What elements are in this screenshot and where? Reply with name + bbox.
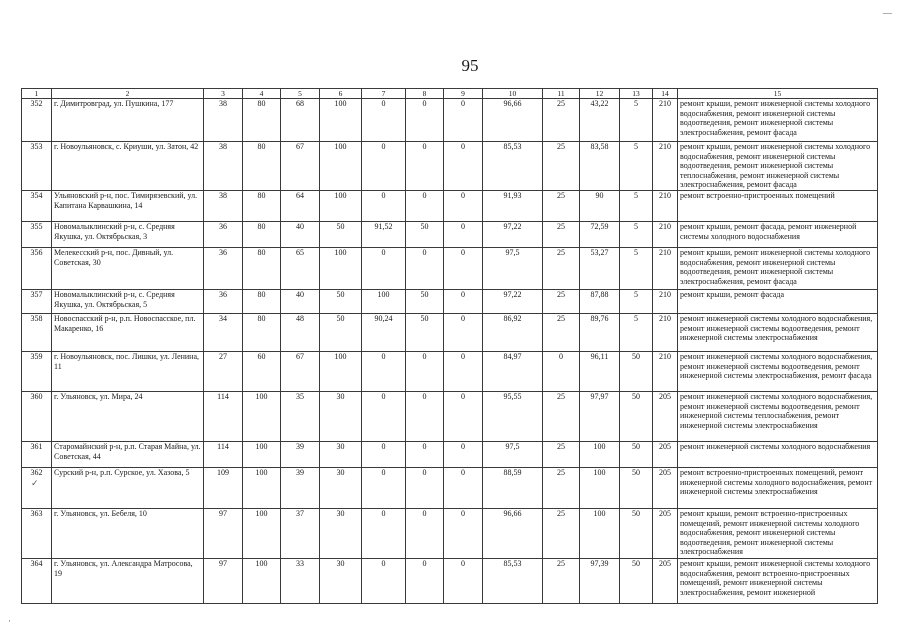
margin-mark: · <box>8 616 11 626</box>
value-cell-c7: 0 <box>362 99 406 142</box>
value-cell-c6: 100 <box>320 142 362 191</box>
address-cell: Новомалыклинский р-н, с. Средняя Якушка, ул. Октябрьская, 3 <box>52 221 204 247</box>
address-cell: Сурский р-н, р.п. Сурское, ул. Хазова, 5 <box>52 467 204 508</box>
works-cell: ремонт крыши, ремонт инженерной системы холодного водоснабжения, ремонт встроенно-пристроенных помещений, ремонт инженерной системы электроснабжения, ремонт инженерной <box>678 558 878 603</box>
row-number-cell: 360 <box>22 391 52 441</box>
value-cell-c3: 34 <box>204 313 243 351</box>
value-cell-c14: 210 <box>653 190 678 221</box>
value-cell-c7: 0 <box>362 441 406 467</box>
value-cell-c3: 97 <box>204 558 243 603</box>
address-cell: г. Новоульяновск, пос. Лишки, ул. Ленина, 11 <box>52 351 204 391</box>
value-cell-c13: 5 <box>620 313 653 351</box>
value-cell-c6: 100 <box>320 247 362 289</box>
value-cell-c5: 37 <box>281 508 320 558</box>
works-cell: ремонт встроенно-пристроенных помещений <box>678 190 878 221</box>
address-cell: Старомайнский р-н, р.п. Старая Майна, ул. Советская, 44 <box>52 441 204 467</box>
value-cell-c8: 0 <box>406 558 444 603</box>
value-cell-c13: 5 <box>620 190 653 221</box>
value-cell-c7: 0 <box>362 247 406 289</box>
value-cell-c8: 0 <box>406 99 444 142</box>
value-cell-c11: 25 <box>543 313 580 351</box>
value-cell-c5: 67 <box>281 351 320 391</box>
value-cell-c9: 0 <box>444 441 483 467</box>
value-cell-c13: 50 <box>620 508 653 558</box>
value-cell-c13: 5 <box>620 99 653 142</box>
value-cell-c8: 0 <box>406 247 444 289</box>
value-cell-c11: 25 <box>543 142 580 191</box>
value-cell-c9: 0 <box>444 351 483 391</box>
value-cell-c14: 210 <box>653 351 678 391</box>
value-cell-c9: 0 <box>444 558 483 603</box>
value-cell-c9: 0 <box>444 99 483 142</box>
works-cell: ремонт крыши, ремонт инженерной системы холодного водоснабжения, ремонт инженерной системы водоотведения, ремонт инженерной системы теплоснабжения, ремонт инженерной системы электроснабжения, ремонт фасада <box>678 142 878 191</box>
value-cell-c7: 0 <box>362 351 406 391</box>
address-cell: Мелекесский р-н, пос. Дивный, ул. Советская, 30 <box>52 247 204 289</box>
address-cell: г. Новоульяновск, с. Криуши, ул. Затон, 42 <box>52 142 204 191</box>
tick-mark: ✓ <box>31 478 39 488</box>
value-cell-c4: 80 <box>243 190 281 221</box>
value-cell-c7: 0 <box>362 391 406 441</box>
value-cell-c10: 85,53 <box>483 142 543 191</box>
data-table <box>21 88 878 604</box>
row-number-cell: 361 <box>22 441 52 467</box>
value-cell-c10: 96,66 <box>483 99 543 142</box>
value-cell-c6: 30 <box>320 508 362 558</box>
value-cell-c10: 91,93 <box>483 190 543 221</box>
value-cell-c3: 36 <box>204 221 243 247</box>
value-cell-c12: 100 <box>580 467 620 508</box>
value-cell-c4: 60 <box>243 351 281 391</box>
table-row <box>22 289 878 313</box>
value-cell-c6: 30 <box>320 391 362 441</box>
column-header-7: 7 <box>362 89 406 99</box>
value-cell-c7: 0 <box>362 142 406 191</box>
value-cell-c3: 27 <box>204 351 243 391</box>
row-number-cell: 352 <box>22 99 52 142</box>
value-cell-c5: 68 <box>281 99 320 142</box>
value-cell-c6: 100 <box>320 99 362 142</box>
table-row <box>22 313 878 351</box>
value-cell-c9: 0 <box>444 508 483 558</box>
value-cell-c4: 100 <box>243 467 281 508</box>
value-cell-c11: 25 <box>543 558 580 603</box>
table-row <box>22 190 878 221</box>
value-cell-c10: 97,22 <box>483 221 543 247</box>
value-cell-c10: 97,22 <box>483 289 543 313</box>
value-cell-c9: 0 <box>444 142 483 191</box>
value-cell-c12: 87,88 <box>580 289 620 313</box>
value-cell-c12: 100 <box>580 508 620 558</box>
value-cell-c4: 100 <box>243 558 281 603</box>
value-cell-c5: 64 <box>281 190 320 221</box>
table-row <box>22 247 878 289</box>
row-number-cell: 358 <box>22 313 52 351</box>
value-cell-c13: 50 <box>620 558 653 603</box>
value-cell-c4: 80 <box>243 99 281 142</box>
address-cell: г. Ульяновск, ул. Александра Матросова, 19 <box>52 558 204 603</box>
value-cell-c6: 30 <box>320 441 362 467</box>
value-cell-c6: 100 <box>320 351 362 391</box>
table-row <box>22 508 878 558</box>
table-header-row <box>22 89 878 99</box>
value-cell-c3: 38 <box>204 142 243 191</box>
table-row <box>22 351 878 391</box>
row-number-cell: 354 <box>22 190 52 221</box>
value-cell-c3: 114 <box>204 441 243 467</box>
value-cell-c12: 83,58 <box>580 142 620 191</box>
value-cell-c14: 205 <box>653 441 678 467</box>
value-cell-c12: 100 <box>580 441 620 467</box>
value-cell-c7: 91,52 <box>362 221 406 247</box>
value-cell-c3: 38 <box>204 99 243 142</box>
works-cell: ремонт инженерной системы холодного водоснабжения, ремонт инженерной системы водоотведения, ремонт инженерной системы теплоснабжения, ремонт инженерной системы электроснабжения <box>678 391 878 441</box>
column-header-5: 5 <box>281 89 320 99</box>
value-cell-c7: 0 <box>362 558 406 603</box>
works-cell: ремонт инженерной системы холодного водоснабжения, ремонт инженерной системы водоотведения, ремонт инженерной системы электроснабжения, ремонт фасада <box>678 351 878 391</box>
value-cell-c5: 48 <box>281 313 320 351</box>
value-cell-c13: 50 <box>620 467 653 508</box>
value-cell-c5: 39 <box>281 441 320 467</box>
row-number-cell: 355 <box>22 221 52 247</box>
address-cell: Ульяновский р-н, пос. Тимирязевский, ул. Капитана Карвашкина, 14 <box>52 190 204 221</box>
works-cell: ремонт встроенно-пристроенных помещений, ремонт инженерной системы холодного водоснабжения, ремонт инженерной системы электроснабжения <box>678 467 878 508</box>
value-cell-c12: 53,27 <box>580 247 620 289</box>
value-cell-c9: 0 <box>444 313 483 351</box>
value-cell-c6: 30 <box>320 467 362 508</box>
value-cell-c8: 0 <box>406 351 444 391</box>
value-cell-c13: 50 <box>620 391 653 441</box>
value-cell-c14: 210 <box>653 247 678 289</box>
value-cell-c12: 96,11 <box>580 351 620 391</box>
value-cell-c5: 40 <box>281 221 320 247</box>
value-cell-c5: 39 <box>281 467 320 508</box>
table-row <box>22 142 878 191</box>
column-header-2: 2 <box>52 89 204 99</box>
value-cell-c10: 86,92 <box>483 313 543 351</box>
value-cell-c3: 109 <box>204 467 243 508</box>
value-cell-c3: 97 <box>204 508 243 558</box>
column-header-4: 4 <box>243 89 281 99</box>
value-cell-c5: 65 <box>281 247 320 289</box>
value-cell-c8: 50 <box>406 289 444 313</box>
column-header-9: 9 <box>444 89 483 99</box>
value-cell-c4: 80 <box>243 313 281 351</box>
value-cell-c8: 0 <box>406 142 444 191</box>
value-cell-c11: 25 <box>543 391 580 441</box>
table-row <box>22 441 878 467</box>
value-cell-c10: 84,97 <box>483 351 543 391</box>
value-cell-c14: 205 <box>653 391 678 441</box>
value-cell-c14: 210 <box>653 289 678 313</box>
value-cell-c12: 89,76 <box>580 313 620 351</box>
row-number-cell: 363 <box>22 508 52 558</box>
value-cell-c4: 100 <box>243 441 281 467</box>
value-cell-c7: 0 <box>362 508 406 558</box>
value-cell-c9: 0 <box>444 190 483 221</box>
value-cell-c4: 100 <box>243 391 281 441</box>
value-cell-c6: 100 <box>320 190 362 221</box>
value-cell-c11: 25 <box>543 289 580 313</box>
value-cell-c7: 0 <box>362 190 406 221</box>
value-cell-c14: 210 <box>653 221 678 247</box>
value-cell-c7: 100 <box>362 289 406 313</box>
value-cell-c11: 25 <box>543 508 580 558</box>
row-number-cell: 356 <box>22 247 52 289</box>
works-cell: ремонт инженерной системы холодного водоснабжения <box>678 441 878 467</box>
value-cell-c6: 50 <box>320 221 362 247</box>
value-cell-c10: 85,53 <box>483 558 543 603</box>
works-cell: ремонт крыши, ремонт фасада <box>678 289 878 313</box>
value-cell-c8: 50 <box>406 313 444 351</box>
value-cell-c5: 33 <box>281 558 320 603</box>
value-cell-c4: 80 <box>243 142 281 191</box>
column-header-13: 13 <box>620 89 653 99</box>
value-cell-c13: 5 <box>620 221 653 247</box>
value-cell-c10: 96,66 <box>483 508 543 558</box>
value-cell-c4: 100 <box>243 508 281 558</box>
value-cell-c10: 97,5 <box>483 441 543 467</box>
value-cell-c6: 50 <box>320 313 362 351</box>
value-cell-c5: 35 <box>281 391 320 441</box>
value-cell-c5: 40 <box>281 289 320 313</box>
value-cell-c3: 38 <box>204 190 243 221</box>
address-cell: Новоспасский р-н, р.п. Новоспасское, пл. Макаренко, 16 <box>52 313 204 351</box>
column-header-15: 15 <box>678 89 878 99</box>
value-cell-c10: 97,5 <box>483 247 543 289</box>
value-cell-c6: 50 <box>320 289 362 313</box>
value-cell-c4: 80 <box>243 221 281 247</box>
value-cell-c3: 36 <box>204 289 243 313</box>
column-header-10: 10 <box>483 89 543 99</box>
value-cell-c10: 88,59 <box>483 467 543 508</box>
column-header-12: 12 <box>580 89 620 99</box>
works-cell: ремонт крыши, ремонт инженерной системы холодного водоснабжения, ремонт инженерной системы водоотведения, ремонт инженерной системы электроснабжения, ремонт фасада <box>678 99 878 142</box>
value-cell-c13: 5 <box>620 289 653 313</box>
column-header-11: 11 <box>543 89 580 99</box>
value-cell-c6: 30 <box>320 558 362 603</box>
value-cell-c12: 43,22 <box>580 99 620 142</box>
column-header-14: 14 <box>653 89 678 99</box>
address-cell: Новомалыклинский р-н, с. Средняя Якушка, ул. Октябрьская, 5 <box>52 289 204 313</box>
column-header-6: 6 <box>320 89 362 99</box>
value-cell-c3: 36 <box>204 247 243 289</box>
table-row <box>22 99 878 142</box>
table-row <box>22 467 878 508</box>
value-cell-c13: 50 <box>620 441 653 467</box>
value-cell-c3: 114 <box>204 391 243 441</box>
value-cell-c9: 0 <box>444 221 483 247</box>
table-row <box>22 221 878 247</box>
value-cell-c12: 97,39 <box>580 558 620 603</box>
value-cell-c13: 50 <box>620 351 653 391</box>
value-cell-c8: 0 <box>406 190 444 221</box>
row-number-cell: 362 <box>22 467 52 508</box>
table-row <box>22 391 878 441</box>
row-number-cell: 364 <box>22 558 52 603</box>
value-cell-c14: 210 <box>653 99 678 142</box>
row-number-cell: 359 <box>22 351 52 391</box>
value-cell-c11: 25 <box>543 441 580 467</box>
value-cell-c11: 0 <box>543 351 580 391</box>
value-cell-c9: 0 <box>444 391 483 441</box>
value-cell-c7: 0 <box>362 467 406 508</box>
page-number: 95 <box>461 56 479 75</box>
value-cell-c8: 0 <box>406 467 444 508</box>
value-cell-c14: 205 <box>653 467 678 508</box>
table-row <box>22 558 878 603</box>
works-cell: ремонт крыши, ремонт встроенно-пристроенных помещений, ремонт инженерной системы холодного водоснабжения, ремонт инженерной системы водоотведения, ремонт инженерной системы электроснабжения <box>678 508 878 558</box>
value-cell-c12: 97,97 <box>580 391 620 441</box>
corner-mark: — <box>883 8 892 18</box>
value-cell-c11: 25 <box>543 221 580 247</box>
value-cell-c11: 25 <box>543 247 580 289</box>
value-cell-c8: 0 <box>406 391 444 441</box>
value-cell-c12: 90 <box>580 190 620 221</box>
value-cell-c9: 0 <box>444 467 483 508</box>
value-cell-c11: 25 <box>543 99 580 142</box>
value-cell-c4: 80 <box>243 247 281 289</box>
value-cell-c4: 80 <box>243 289 281 313</box>
value-cell-c14: 205 <box>653 558 678 603</box>
works-cell: ремонт крыши, ремонт инженерной системы холодного водоснабжения, ремонт инженерной системы водоотведения, ремонт инженерной системы электроснабжения, ремонт фасада <box>678 247 878 289</box>
column-header-8: 8 <box>406 89 444 99</box>
value-cell-c8: 0 <box>406 508 444 558</box>
column-header-1: 1 <box>22 89 52 99</box>
value-cell-c14: 210 <box>653 142 678 191</box>
value-cell-c9: 0 <box>444 289 483 313</box>
value-cell-c12: 72,59 <box>580 221 620 247</box>
value-cell-c13: 5 <box>620 142 653 191</box>
value-cell-c7: 90,24 <box>362 313 406 351</box>
value-cell-c11: 25 <box>543 190 580 221</box>
address-cell: г. Димитровград, ул. Пушкина, 177 <box>52 99 204 142</box>
address-cell: г. Ульяновск, ул. Мира, 24 <box>52 391 204 441</box>
value-cell-c8: 50 <box>406 221 444 247</box>
column-header-3: 3 <box>204 89 243 99</box>
row-number-cell: 353 <box>22 142 52 191</box>
value-cell-c8: 0 <box>406 441 444 467</box>
value-cell-c9: 0 <box>444 247 483 289</box>
value-cell-c5: 67 <box>281 142 320 191</box>
row-number-cell: 357 <box>22 289 52 313</box>
value-cell-c14: 210 <box>653 313 678 351</box>
works-cell: ремонт крыши, ремонт фасада, ремонт инженерной системы холодного водоснабжения <box>678 221 878 247</box>
works-cell: ремонт инженерной системы холодного водоснабжения, ремонт инженерной системы водоотведения, ремонт инженерной системы электроснабжения <box>678 313 878 351</box>
value-cell-c10: 95,55 <box>483 391 543 441</box>
address-cell: г. Ульяновск, ул. Бебеля, 10 <box>52 508 204 558</box>
value-cell-c13: 5 <box>620 247 653 289</box>
value-cell-c11: 25 <box>543 467 580 508</box>
value-cell-c14: 205 <box>653 508 678 558</box>
